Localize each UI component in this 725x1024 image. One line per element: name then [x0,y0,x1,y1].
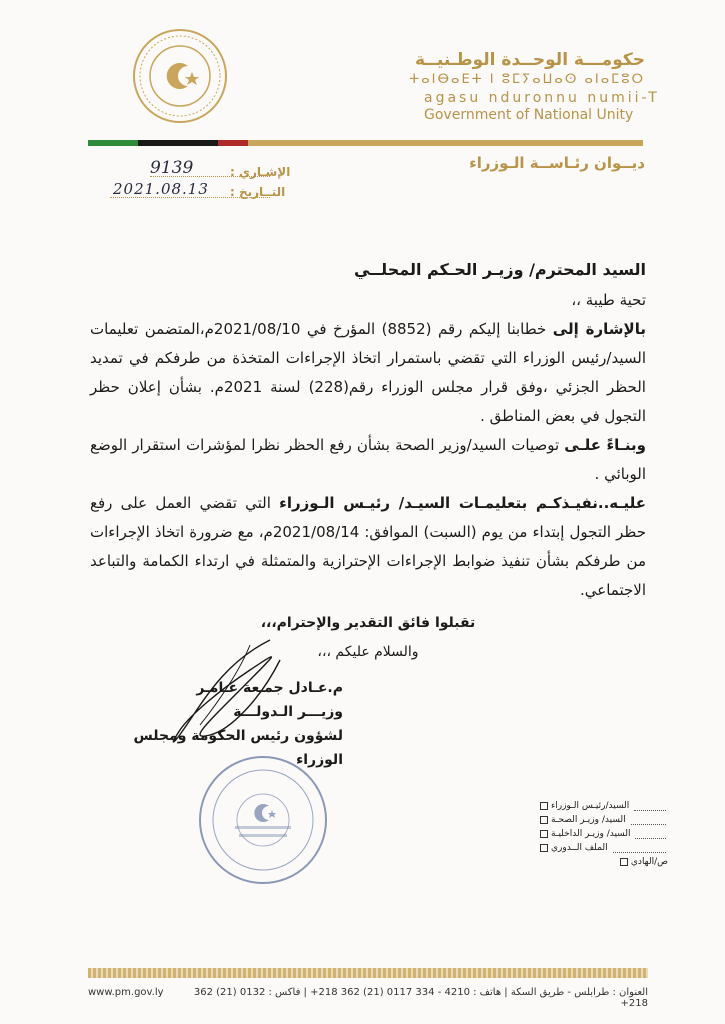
gov-name-tifinagh: ⵜⴰⵏⴱⴰⴹⵜ ⵏ ⵓⵎⵢⴰⵡⴰⵙ ⴰⵏⴰⵎⵓⵔ [409,72,645,87]
signatory-title: وزيـــر الـدولـــة [233,704,343,720]
paragraph-2-text: توصيات السيد/وزير الصحة بشأن رفع الحظر نظرا لمؤشرات استقرار الوضع الوبائي . [90,436,646,483]
gov-name-arabic: حكومـــة الوحــدة الوطـنيــة [415,50,645,70]
letter-body [90,255,646,667]
paragraph-1 [90,315,646,431]
letter-date: 2021.08.13 [113,180,209,198]
checkbox-icon [540,816,548,824]
paragraph-3-text: التي تقضي العمل على رفع حظر التجول إبتداء من يوم (السبت) الموافق: 2021/08/14م، مع ضرورة اتخاذ الإجراءات من طرفكم بشأن تنفيذ ضوابط الإجراءات الإحترازية والمتمثلة في ارتداء الكمامة والتباعد الاجتماعي. [90,494,647,599]
cc-item: ص/الهادي [540,855,668,869]
gov-name-english: Government of National Unity [424,107,634,123]
closing-line: تقبلوا فائق التقدير والإحترام،،، [260,615,476,631]
government-seal-icon [132,28,228,124]
footer-decorative-band [88,968,648,978]
footer-address: العنوان : طرابلس - طريق السكة | هاتف : 4210 - 334 0117 (21) 362 218+ | فاكس : 0132 (21) 362 218+ [193,987,648,1009]
reference-number: 9139 [150,158,194,178]
addressee: السيد المحترم/ وزيـر الحـكم المحلــي [354,260,646,279]
official-stamp-icon [197,754,329,886]
cc-item: السيد/رئيـس الـوزراء [540,799,668,813]
gov-name-amazigh-latin: agasu nduronnu numii-T [424,90,660,106]
reference-label: الإشـاري : [230,165,291,179]
paragraph-2-lead: وبنـاءً علـى [564,436,647,454]
department-name: ديــوان رئـاســة الـوزراء [469,154,645,172]
cc-item: السيد/ وزيـر الداخليـة [540,827,668,841]
checkbox-icon [540,830,548,838]
cc-list [540,799,668,869]
flag-color-bar [88,140,643,146]
paragraph-1-text: خطابنا إليكم رقم (8852) المؤرخ في 2021/08/10م،المتضمن تعليمات السيد/رئيس الوزراء التي تقضي باستمرار اتخاذ الإجراءات المتخذة من طرفكم في تمديد الحظر الجزئي ،وفق قرار مجلس الوزراء رقم(228) لسنة 2021م. بشأن إعلان حظر التجول في بعض المناطق . [90,320,646,425]
date-label: التــاريخ : [230,185,286,199]
paragraph-2 [90,431,646,489]
checkbox-icon [540,844,548,852]
cc-item: الملف الــدوري [540,841,668,855]
signatory-name: م.عـادل جمـعة عـامـر [196,680,343,696]
paragraph-3 [90,489,646,605]
cc-item: السيد/ وزيـر الصحـة [540,813,668,827]
checkbox-icon [540,802,548,810]
footer-website: www.pm.gov.ly [88,987,164,998]
paragraph-1-lead: بالإشارة إلى [552,320,646,338]
greeting: تحية طيبة ،، [571,291,646,309]
signatory-role: لشؤون رئيس الحكومة ومجلس الوزراء [133,728,343,768]
checkbox-icon [620,858,628,866]
salam-line: والسلام عليكم ،،، [317,644,419,660]
footer [88,987,648,1009]
paragraph-3-lead: عليـه..نفيـذكـم بتعليمـات السيـد/ رئيـس الـوزراء [279,494,646,512]
